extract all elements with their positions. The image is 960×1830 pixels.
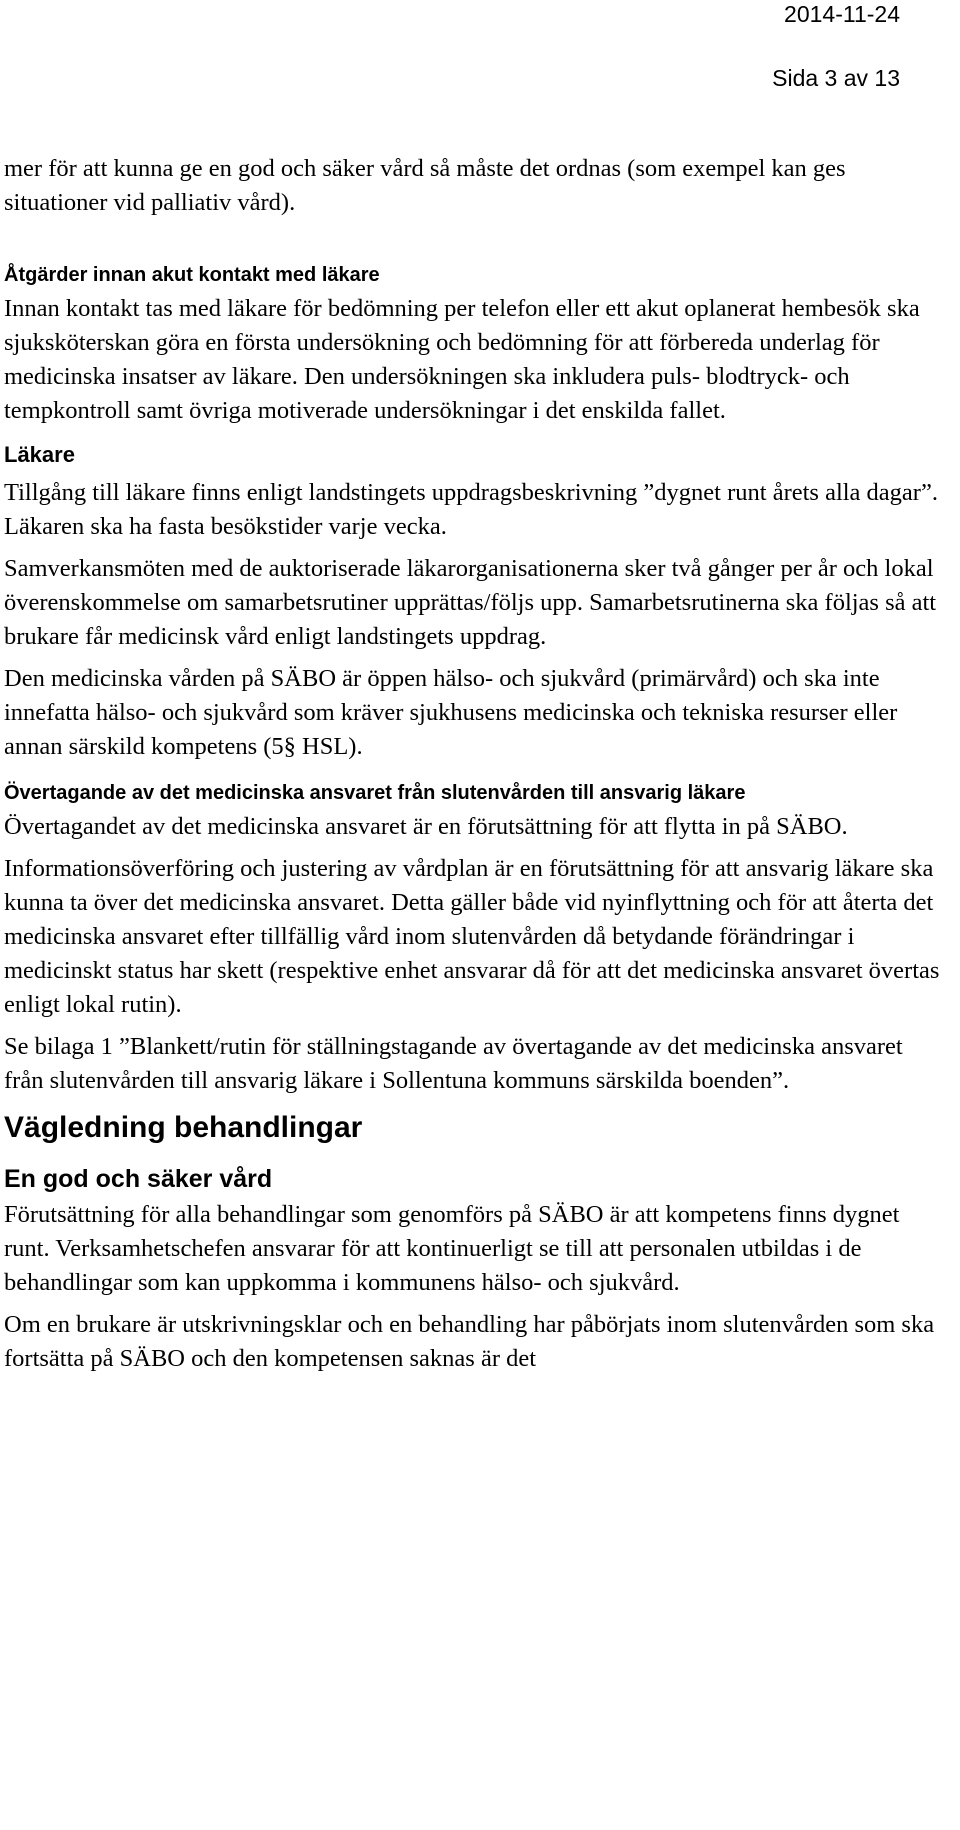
paragraph-overtagande-2: Informationsöverföring och justering av vårdplan är en förutsättning för att ansvarig läkare ska kunna ta över det medicinska ansvaret. Detta gäller både vid nyinflyttning och för att återta det medicinska ansvaret efter tillfällig vård inom slutenvården då betydande förändringar i medicinskt status har skett (respektive enhet ansvarar då för att det medicinska ansvaret övertas enligt lokal rutin). bbox=[4, 855, 940, 1018]
paragraph-lakare-medicinska-varden: Den medicinska vården på SÄBO är öppen hälso- och sjukvård (primärvård) och ska inte innefatta hälso- och sjukvård som kräver sjukhusens medicinska och tekniska resurser eller annan särskild kompetens (5§ HSL). bbox=[4, 665, 898, 760]
document-body bbox=[4, 152, 944, 1376]
paragraph-continuation: mer för att kunna ge en god och säker vård så måste det ordnas (som exempel kan ges situationer vid palliativ vård). bbox=[4, 155, 846, 216]
heading-overtagande: Övertagande av det medicinska ansvaret från slutenvården till ansvarig läkare bbox=[4, 782, 746, 804]
paragraph-god-vard-2: Om en brukare är utskrivningsklar och en behandling har påbörjats inom slutenvården som ska fortsätta på SÄBO och den kompetensen saknas är det bbox=[4, 1311, 935, 1372]
paragraph-atgarder: Innan kontakt tas med läkare för bedömning per telefon eller ett akut oplanerat hembesök ska sjuksköterskan göra en första undersökning och bedömning för att förbereda underlag för medicinska insatser av läkare. Den undersökningen ska inkludera puls- blodtryck- och tempkontroll samt övriga motiverade undersökningar i det enskilda fallet. bbox=[4, 295, 920, 424]
heading-vagledning-behandlingar: Vägledning behandlingar bbox=[4, 1111, 363, 1144]
header-page-number: Sida 3 av 13 bbox=[772, 65, 900, 91]
heading-god-saker-vard: En god och säker vård bbox=[4, 1165, 273, 1193]
header-date: 2014-11-24 bbox=[784, 1, 900, 27]
paragraph-overtagande-bilaga: Se bilaga 1 ”Blankett/rutin för ställningstagande av övertagande av det medicinska ansvaret från slutenvården till ansvarig läkare i Sollentuna kommuns särskilda boenden”. bbox=[4, 1033, 903, 1094]
heading-atgarder: Åtgärder innan akut kontakt med läkare bbox=[4, 264, 380, 286]
paragraph-god-vard-1: Förutsättning för alla behandlingar som genomförs på SÄBO är att kompetens finns dygnet runt. Verksamhetschefen ansvarar för att kontinuerligt se till att personalen utbildas i de behandlingar som kan uppkomma i kommunens hälso- och sjukvård. bbox=[4, 1201, 900, 1296]
paragraph-overtagande-1: Övertagandet av det medicinska ansvaret är en förutsättning för att flytta in på SÄBO. bbox=[4, 813, 848, 840]
paragraph-lakare-tillgang: Tillgång till läkare finns enligt landstingets uppdragsbeskrivning ”dygnet runt årets alla dagar”. Läkaren ska ha fasta besökstider varje vecka. bbox=[4, 479, 938, 540]
heading-lakare: Läkare bbox=[4, 442, 75, 467]
paragraph-lakare-samverkan: Samverkansmöten med de auktoriserade läkarorganisationerna sker två gånger per år och lokal överenskommelse om samarbetsrutiner upprättas/följs upp. Samarbetsrutinerna ska följas så att brukare får medicinsk vård enligt landstingets uppdrag. bbox=[4, 555, 937, 650]
